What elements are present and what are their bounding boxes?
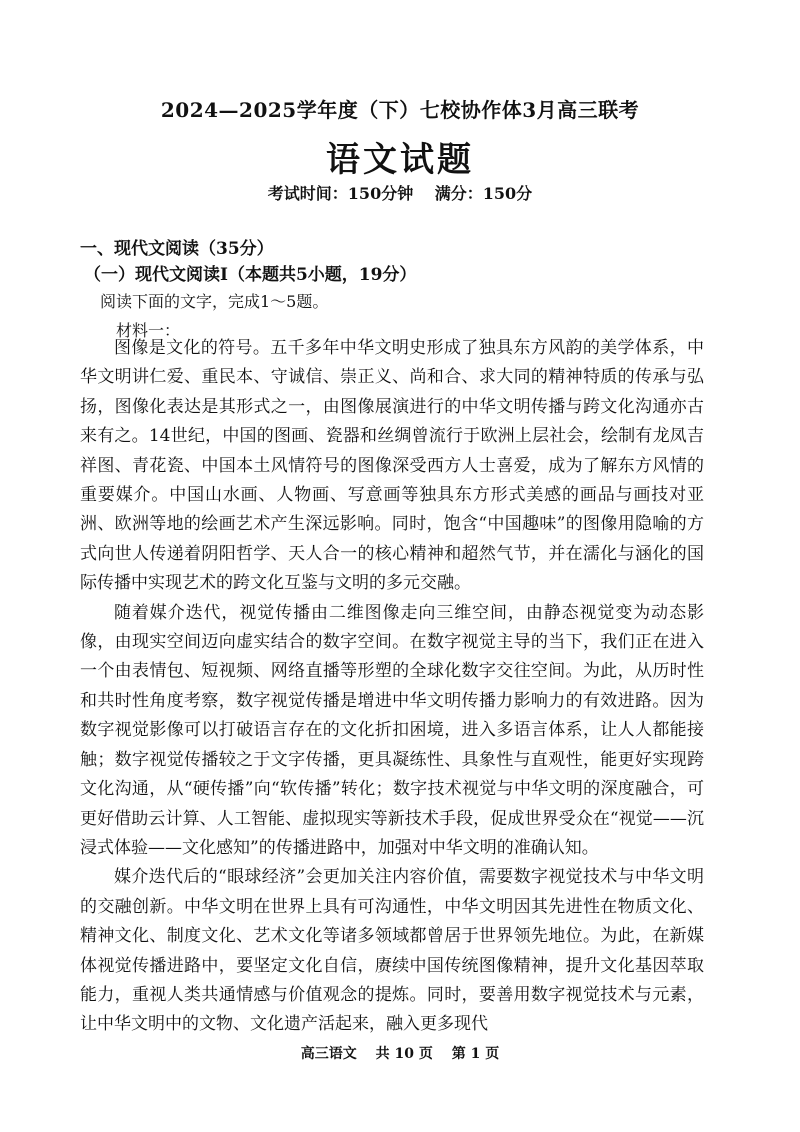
page-footer	[0, 1043, 800, 1063]
material-label: 材料一：	[116, 321, 181, 340]
section-subheading: （一）现代文阅读Ⅰ（本题共5小题，19分）	[84, 265, 417, 285]
full-score: 满分：150分	[434, 184, 533, 203]
footer-subject: 高三语文	[300, 1046, 357, 1062]
exam-info	[0, 181, 800, 204]
footer-total-pages: 共 10 页	[375, 1046, 433, 1062]
section-heading: 一、现代文阅读（35分）	[80, 239, 274, 259]
paragraph-3: 媒介迭代后的“眼球经济”会更加关注内容价值，需要数字视觉技术与中华文明的交融创新。中华文明在世界上具有可沟通性，中华文明因其先进性在物质文化、精神文化、制度文化、艺术文化等诸多领域都曾居于世界领先地位。为此，在新媒体视觉传播进路中，要坚定文化自信，赓续中国传统图像精神，提升文化基因萃取能力，重视人类共通情感与价值观念的提炼。同时，要善用数字视觉技术与元素，让中华文明中的文物、文化遗产活起来，融入更多现代	[80, 867, 704, 1035]
subject-title: 语文试题	[326, 140, 474, 180]
reading-instruction: 阅读下面的文字，完成1～5题。	[100, 292, 329, 311]
material-body	[80, 334, 704, 1040]
footer-page-number: 第 1 页	[451, 1046, 500, 1062]
exam-title: 2024—2025学年度（下）七校协作体3月高三联考	[160, 98, 640, 122]
paragraph-1: 图像是文化的符号。五千多年中华文明史形成了独具东方风韵的美学体系，中华文明讲仁爱、重民本、守诚信、崇正义、尚和合、求大同的精神特质的传承与弘扬，图像化表达是其形式之一，由图像展演进行的中华文明传播与跨文化沟通亦古来有之。14世纪，中国的图画、瓷器和丝绸曾流行于欧洲上层社会，绘制有龙凤吉祥图、青花瓷、中国本土风情符号的图像深受西方人士喜爱，成为了解东方风情的重要媒介。中国山水画、人物画、写意画等独具东方形式美感的画品与画技对亚洲、欧洲等地的绘画艺术产生深远影响。同时，饱含“中国趣味”的图像用隐喻的方式向世人传递着阴阳哲学、天人合一的核心精神和超然气节，并在濡化与涵化的国际传播中实现艺术的跨文化互鉴与文明的多元交融。	[80, 338, 704, 594]
exam-time: 考试时间：150分钟	[267, 184, 414, 203]
paragraph-2: 随着媒介迭代，视觉传播由二维图像走向三维空间，由静态视觉变为动态影像，由现实空间迈向虚实结合的数字空间。在数字视觉主导的当下，我们正在进入一个由表情包、短视频、网络直播等形塑的全球化数字交往空间。为此，从历时性和共时性角度考察，数字视觉传播是增进中华文明传播力影响力的有效进路。因为数字视觉影像可以打破语言存在的文化折扣困境，进入多语言体系，让人人都能接触；数字视觉传播较之于文字传播，更具凝练性、具象性与直观性，能更好实现跨文化沟通，从“硬传播”向“软传播”转化；数字技术视觉与中华文明的深度融合，可更好借助云计算、人工智能、虚拟现实等新技术手段，促成世界受众在“视觉——沉浸式体验——文化感知”的传播进路中，加强对中华文明的准确认知。	[80, 602, 704, 858]
